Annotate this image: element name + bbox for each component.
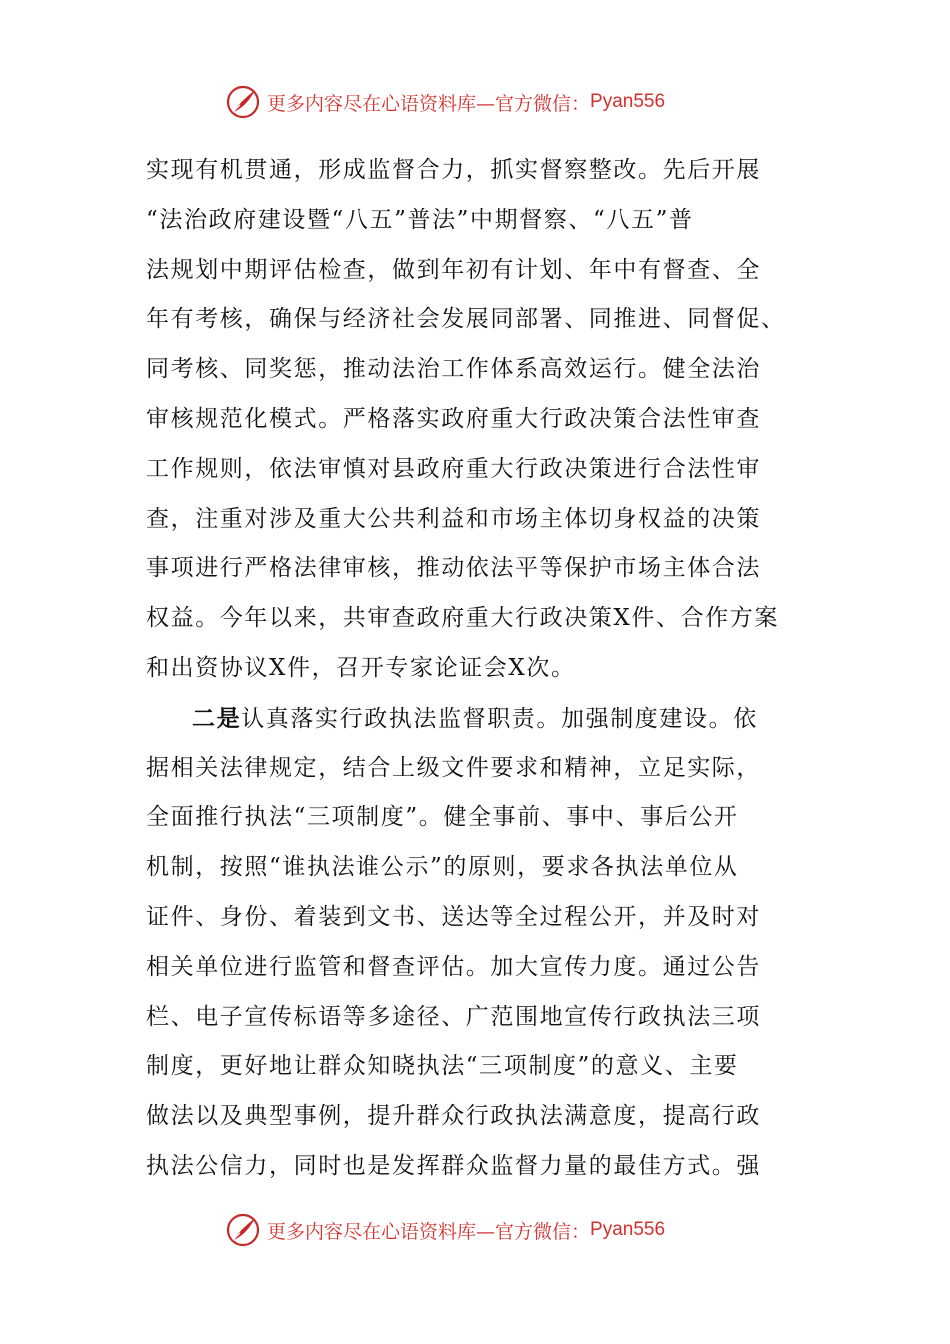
quill-logo-icon bbox=[225, 1212, 261, 1248]
banner-text: 更多内容尽在心语资料库 bbox=[267, 92, 477, 115]
body-line-3: 法规划中期评估检查，做到年初有计划、年中有督查、全 bbox=[146, 256, 761, 283]
body-line-8: 查，注重对涉及重大公共利益和市场主体切身权益的决策 bbox=[146, 505, 761, 532]
header-watermark-banner bbox=[225, 82, 745, 122]
banner-wechat-id: Pyan556 bbox=[590, 91, 666, 112]
body-line-9: 事项进行严格法律审核，推动依法平等保护市场主体合法 bbox=[146, 555, 761, 582]
banner-text: 更多内容尽在心语资料库 bbox=[267, 1220, 477, 1243]
body-line-21: 执法公信力，同时也是发挥群众监督力量的最佳方式。强 bbox=[146, 1152, 761, 1179]
body-line-10: 权益。今年以来，共审查政府重大行政决策X件、合作方案 bbox=[146, 605, 779, 632]
body-line-19: 制度，更好地让群众知晓执法“三项制度”的意义、主要 bbox=[146, 1053, 739, 1080]
body-line-6: 审核规范化模式。严格落实政府重大行政决策合法性审查 bbox=[146, 405, 761, 432]
body-line-7: 工作规则，依法审慎对县政府重大行政决策进行合法性审 bbox=[146, 455, 761, 482]
body-line-15: 机制，按照“谁执法谁公示”的原则，要求各执法单位从 bbox=[146, 854, 739, 881]
body-line-13: 据相关法律规定，结合上级文件要求和精神，立足实际， bbox=[146, 754, 761, 781]
body-line-16: 证件、身份、着装到文书、送达等全过程公开，并及时对 bbox=[146, 903, 761, 930]
body-line-4: 年有考核，确保与经济社会发展同部署、同推进、同督促、 bbox=[146, 306, 786, 333]
body-line-1: 实现有机贯通，形成监督合力，抓实督察整改。先后开展 bbox=[146, 157, 761, 183]
quill-logo-icon bbox=[225, 84, 261, 120]
body-line-17: 相关单位进行监管和督查评估。加大宣传力度。通过公告 bbox=[146, 953, 761, 980]
banner-separator: —官方微信： bbox=[476, 1220, 591, 1243]
document-body bbox=[146, 146, 810, 1192]
body-line-20: 做法以及典型事例，提升群众行政执法满意度，提高行政 bbox=[146, 1103, 761, 1130]
footer-watermark-banner bbox=[225, 1210, 745, 1250]
body-line-2: “法治政府建设暨“八五”普法”中期督察、“八五”普 bbox=[146, 206, 694, 233]
body-line-11: 和出资协议X件，召开专家论证会X次。 bbox=[146, 654, 576, 681]
paragraph-2-first-line bbox=[146, 694, 810, 744]
body-line-18: 栏、电子宣传标语等多途径、广范围地宣传行政执法三项 bbox=[146, 1003, 761, 1030]
paragraph-2-first-text: 认真落实行政执法监督职责。加强制度建设。依 bbox=[241, 705, 758, 732]
banner-separator: —官方微信： bbox=[476, 92, 591, 115]
body-line-5: 同考核、同奖惩，推动法治工作体系高效运行。健全法治 bbox=[146, 356, 761, 383]
paragraph-2-lead: 二是 bbox=[192, 704, 242, 732]
body-line-14: 全面推行执法“三项制度”。健全事前、事中、事后公开 bbox=[146, 804, 739, 831]
banner-wechat-id: Pyan556 bbox=[590, 1219, 666, 1240]
